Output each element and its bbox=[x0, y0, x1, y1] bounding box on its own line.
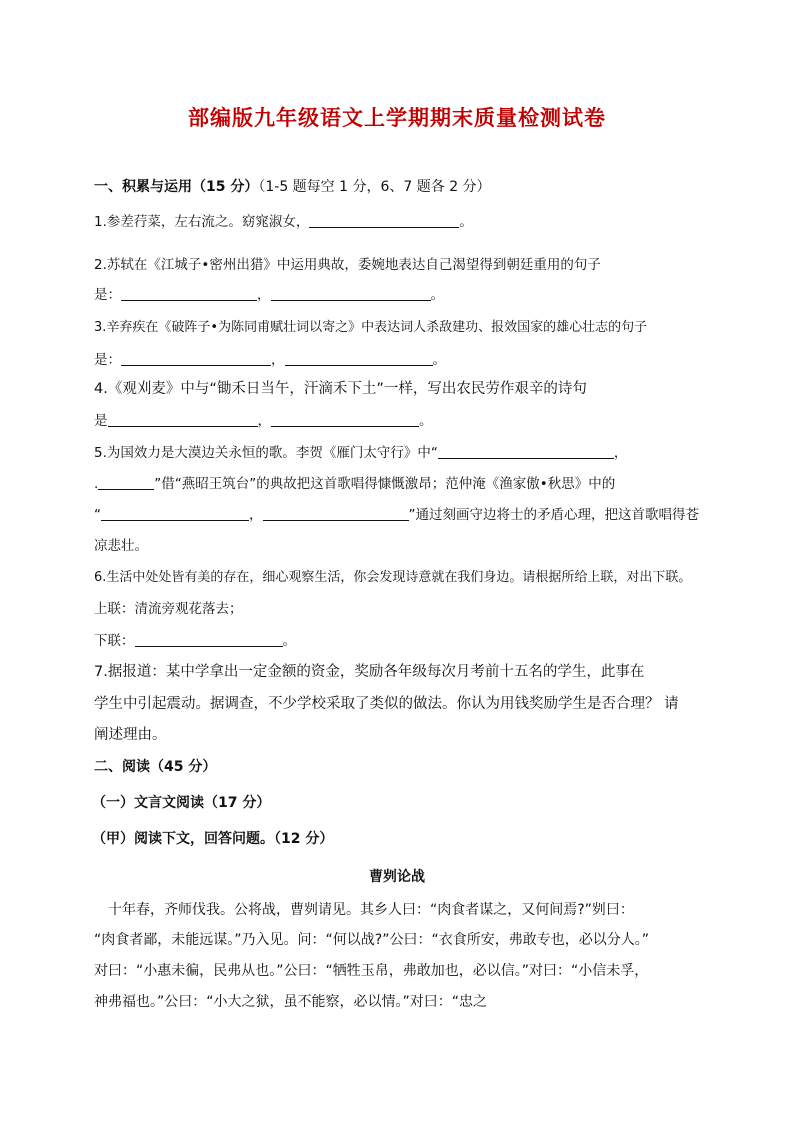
answer-blank[interactable] bbox=[121, 286, 257, 301]
question-3-line-1: 3.辛弃疾在《破阵子•为陈同甫赋壮词以寄之》中表达词人杀敌建功、报效国家的雄心壮志的句子 bbox=[94, 320, 648, 335]
punctuation: ， bbox=[257, 287, 271, 303]
answer-blank[interactable] bbox=[438, 444, 614, 459]
answer-blank[interactable] bbox=[285, 351, 433, 366]
punctuation: 。 bbox=[432, 352, 446, 368]
question-5-text: 5.为国效力是大漠边关永恒的歌。李贺《雁门太守行》中“ bbox=[94, 445, 438, 461]
question-6-lower-label: 下联： bbox=[94, 633, 135, 649]
answer-blank[interactable] bbox=[309, 213, 459, 228]
answer-blank[interactable] bbox=[121, 351, 271, 366]
question-6-line-1: 6.生活中处处皆有美的存在，细心观察生活，你会发现诗意就在我们身边。请根据所给上联，对出下联。 bbox=[94, 570, 692, 585]
punctuation: “ bbox=[94, 507, 101, 523]
answer-blank[interactable] bbox=[101, 506, 249, 521]
answer-blank[interactable] bbox=[263, 506, 409, 521]
question-6-upper-couplet: 上联：清流旁观花落去； bbox=[94, 601, 243, 617]
question-5-text: ”借“燕昭王筑台”的典故把这首歌唱得慷慨激昂；范仲淹《渔家傲•秋思》中的 bbox=[154, 476, 616, 492]
punctuation: 。 bbox=[282, 633, 296, 649]
question-1-text: 1.参差荇菜，左右流之。窈窕淑女， bbox=[94, 214, 310, 230]
punctuation: ， bbox=[249, 507, 263, 523]
section2-sub-heading-1: （一）文言文阅读（17 分） bbox=[92, 795, 271, 811]
question-5-text: ”通过刻画守边将士的矛盾心理，把这首歌唱得苍 bbox=[408, 507, 699, 523]
section1-scoring-note: （1-5 题每空 1 分，6、7 题各 2 分） bbox=[258, 179, 491, 195]
question-7-line-1: 7.据报道：某中学拿出一定金额的资金，奖励各年级每次月考前十五名的学生，此事在 bbox=[94, 664, 645, 680]
section2-sub-heading-2: （甲）阅读下文，回答问题。（12 分） bbox=[92, 831, 334, 847]
punctuation: ， bbox=[613, 445, 628, 461]
answer-blank[interactable] bbox=[108, 412, 258, 427]
question-6-lower-couplet bbox=[94, 631, 702, 651]
question-4-line-2 bbox=[94, 411, 702, 431]
answer-blank[interactable] bbox=[271, 286, 431, 301]
question-4-line-1: 4.《观刈麦》中与“锄禾日当午，汗滴禾下土”一样，写出农民劳作艰辛的诗句 bbox=[94, 381, 587, 397]
punctuation: . bbox=[94, 476, 99, 492]
punctuation: 。 bbox=[430, 287, 444, 303]
punctuation: ， bbox=[271, 352, 285, 368]
question-4-lead: 是 bbox=[94, 413, 108, 429]
question-1 bbox=[94, 212, 702, 232]
question-3-line-2 bbox=[94, 350, 702, 370]
question-7-line-2: 学生中引起震动。据调查，不少学校采取了类似的做法。你认为用钱奖励学生是否合理？ 请 bbox=[94, 696, 679, 712]
question-5-line-1 bbox=[94, 443, 702, 463]
passage-line: 对曰：“小惠未徧，民弗从也。”公曰：“牺牲玉帛，弗敢加也，必以信。”对曰：“小信未孚， bbox=[94, 963, 649, 979]
answer-blank[interactable] bbox=[271, 412, 419, 427]
question-7-line-3: 阐述理由。 bbox=[94, 727, 167, 743]
punctuation: ， bbox=[257, 413, 271, 429]
punctuation: 。 bbox=[419, 413, 433, 429]
section2-heading: 二、阅读（45 分） bbox=[94, 759, 217, 775]
question-5-line-4: 凉悲壮。 bbox=[94, 538, 148, 554]
question-3-lead: 是： bbox=[94, 352, 121, 368]
passage-line: 神弗福也。”公曰：“小大之狱，虽不能察，必以情。”对曰：“忠之 bbox=[94, 994, 488, 1010]
section1-heading-line bbox=[94, 177, 702, 197]
exam-title: 部编版九年级语文上学期期末质量检测试卷 bbox=[188, 106, 606, 130]
question-5-line-2 bbox=[94, 474, 702, 494]
question-2-line-1: 2.苏轼在《江城子•密州出猎》中运用典故，委婉地表达自己渴望得到朝廷重用的句子 bbox=[94, 257, 601, 273]
passage-line: “肉食者鄙，未能远谋。”乃入见。问：“何以战?”公曰：“衣食所安，弗敢专也，必以分人。” bbox=[94, 932, 649, 948]
question-2-line-2 bbox=[94, 285, 702, 305]
section1-heading: 一、积累与运用（15 分） bbox=[94, 179, 259, 195]
question-5-line-3 bbox=[94, 505, 702, 525]
passage-line: 十年春，齐师伐我。公将战，曹刿请见。其乡人曰：“肉食者谋之，又何间焉?”刿曰： bbox=[94, 902, 634, 918]
punctuation: 。 bbox=[459, 214, 473, 230]
answer-blank[interactable] bbox=[135, 632, 283, 647]
answer-blank[interactable] bbox=[98, 475, 154, 490]
question-2-lead: 是： bbox=[94, 287, 121, 303]
passage-title: 曹刿论战 bbox=[369, 869, 425, 885]
